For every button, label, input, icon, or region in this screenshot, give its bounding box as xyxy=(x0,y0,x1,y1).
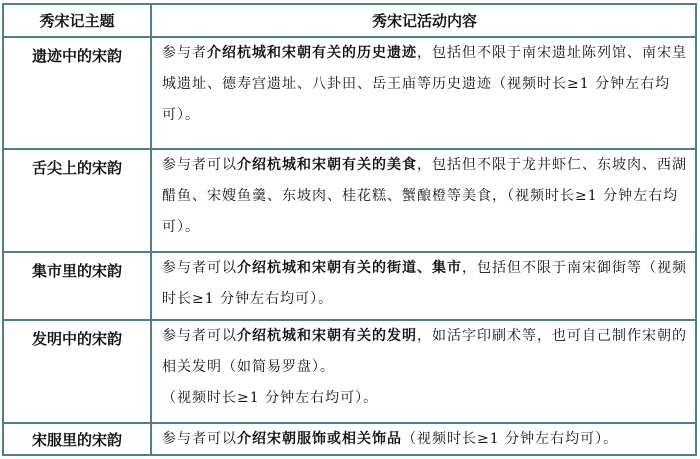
desc-highlight: 介绍宋朝服饰或相关饰品 xyxy=(237,431,402,447)
desc-highlight: 介绍杭城和宋朝有关的美食 xyxy=(237,157,417,173)
desc-lead: 参与者可以 xyxy=(162,328,237,344)
desc-lead: 参与者可以 xyxy=(162,157,237,173)
desc-rest: ，包括但不限于南宋御街等（视频时长≥1 分钟左右均可）。 xyxy=(162,260,687,307)
row-content xyxy=(152,321,695,422)
row-description-extra: （视频时长≥1 分钟左右均可）。 xyxy=(162,390,379,406)
table-row xyxy=(4,424,695,454)
desc-highlight: 介绍杭城和宋朝有关的发明 xyxy=(237,328,417,344)
row-description xyxy=(162,38,687,131)
desc-lead: 参与者 xyxy=(162,45,207,61)
desc-rest: （视频时长≥1 分钟左右均可）。 xyxy=(402,431,619,447)
activity-table xyxy=(2,3,697,456)
row-content xyxy=(152,253,695,319)
table-row xyxy=(4,253,695,321)
row-topic: 遗迹中的宋韵 xyxy=(4,38,152,148)
table-row xyxy=(4,38,695,150)
row-description xyxy=(162,253,687,315)
desc-rest: ，包括但不限于南宋遗址陈列馆、南宋皇城遗址、德寿宫遗址、八卦田、岳王庙等历史遗迹（视频时长≥1 分钟左右均可）。 xyxy=(162,45,687,123)
row-content xyxy=(152,150,695,251)
row-topic: 舌尖上的宋韵 xyxy=(4,150,152,251)
desc-rest: ，包括但不限于龙井虾仁、东坡肉、西湖醋鱼、宋嫂鱼羹、东坡肉、桂花糕、蟹酿橙等美食，（视频时长≥1 分钟左右均可）。 xyxy=(162,157,687,235)
table-row xyxy=(4,321,695,424)
row-topic: 集市里的宋韵 xyxy=(4,253,152,319)
row-description xyxy=(162,424,687,454)
row-content xyxy=(152,424,695,454)
desc-highlight: 介绍杭城和宋朝有关的街道、集市 xyxy=(237,260,462,276)
row-topic: 发明中的宋韵 xyxy=(4,321,152,422)
header-content: 秀宋记活动内容 xyxy=(371,12,477,30)
desc-highlight: 介绍杭城和宋朝有关的历史遗迹 xyxy=(207,45,417,61)
desc-lead: 参与者可以 xyxy=(162,260,237,276)
row-description xyxy=(162,321,687,383)
row-content xyxy=(152,38,695,148)
desc-rest: ，如活字印刷术等，也可自己制作宋朝的相关发明（如简易罗盘）。 xyxy=(162,328,687,375)
table-row xyxy=(4,150,695,253)
row-description xyxy=(162,150,687,243)
table-header-row xyxy=(4,5,695,38)
row-topic: 宋服里的宋韵 xyxy=(4,424,152,454)
header-topic: 秀宋记主题 xyxy=(4,5,152,36)
desc-lead: 参与者可以 xyxy=(162,431,237,447)
